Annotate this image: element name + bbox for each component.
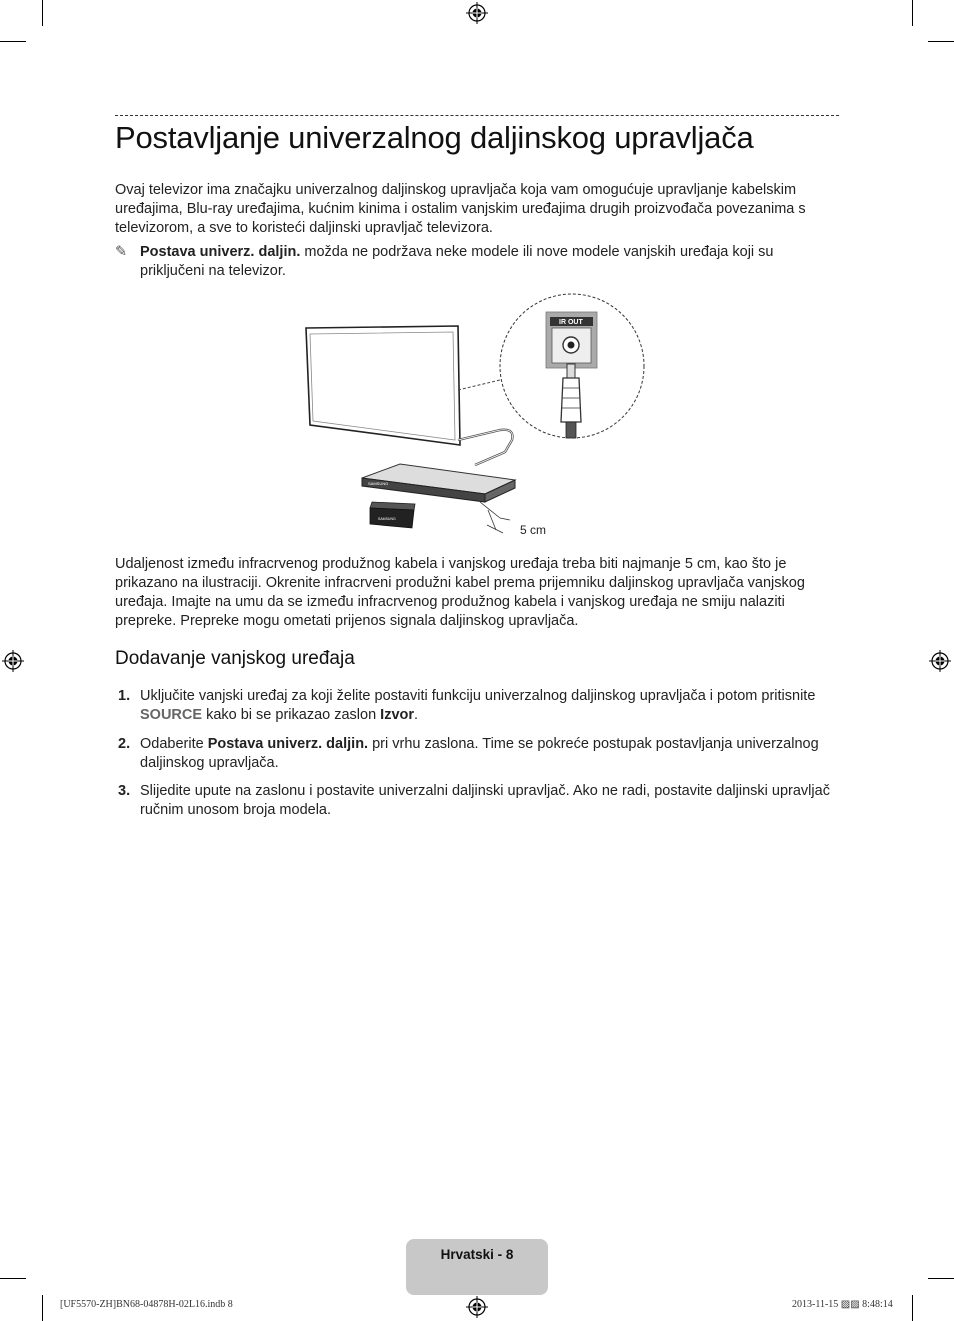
intro-paragraph: Ovaj televizor ima značajku univerzalnog daljinskog upravljača koja vam omogućuje upravljanje kabelskim uređajima, Blu-ray uređajima, kućnim kinima i ostalim vanjskim uređajima drugih proizvođača povezanima s televizorom, a sve to koristeći daljinski upravljač televizora.	[115, 182, 806, 236]
registration-mark-icon	[929, 650, 951, 672]
note-body: možda ne podržava neke modele ili nove modele vanjskih uređaja koji su priključeni na televizor.	[140, 244, 774, 279]
step-text-part: kako bi se prikazao zaslon	[202, 707, 381, 723]
step-text-part: .	[414, 707, 419, 723]
crop-mark	[42, 0, 43, 26]
registration-mark-icon	[2, 650, 24, 672]
registration-mark-icon	[466, 1296, 488, 1318]
step-text-part: Uključite vanjski uređaj za koji želite postaviti funkciju univerzalnog daljinskog upravljača i potom pritisnite	[140, 688, 816, 704]
step-number: 3.	[118, 783, 131, 799]
note-bold: Postava univerz. daljin.	[140, 244, 301, 260]
crop-mark	[928, 41, 954, 42]
source-key-label: SOURCE	[140, 707, 203, 723]
distance-indicator	[480, 502, 546, 537]
step-text	[140, 735, 840, 773]
title-divider	[115, 115, 839, 116]
file-info: [UF5570-ZH]BN68-04878H-02L16.indb 8	[60, 1299, 233, 1310]
tv-icon	[306, 326, 460, 445]
date-info: 2013-11-15 ▨▨ 8:48:14	[792, 1299, 893, 1310]
note-text	[140, 243, 840, 281]
distance-label: 5 cm	[520, 523, 547, 537]
crop-mark	[928, 1278, 954, 1279]
source-screen-label: Izvor	[380, 707, 415, 723]
crop-mark	[42, 1295, 43, 1321]
crop-mark	[0, 41, 26, 42]
page-number-label: Hrvatski - 8	[440, 1247, 514, 1262]
step-number: 1.	[118, 688, 131, 704]
step-text-part: Odaberite	[140, 736, 208, 752]
ir-out-zoom	[500, 294, 644, 438]
tv-ir-illustration	[300, 290, 660, 540]
crop-mark	[912, 0, 913, 26]
step-number: 2.	[118, 736, 131, 752]
svg-text:SAMSUNG: SAMSUNG	[378, 517, 396, 521]
section-subheading: Dodavanje vanjskog uređaja	[115, 648, 355, 669]
menu-item-label: Postava univerz. daljin.	[207, 736, 369, 752]
crop-mark	[0, 1278, 26, 1279]
set-top-box-icon	[362, 464, 515, 502]
step-text: Slijedite upute na zaslonu i postavite univerzalni daljinski upravljač. Ako ne radi, postavite daljinski upravljač ručnim unosom broja modela.	[140, 783, 830, 818]
registration-mark-icon	[466, 2, 488, 24]
ir-blaster-icon	[370, 502, 415, 528]
step-text-part: pri vrhu zaslona. Time se pokreće postupak postavljanja univerzalnog daljinskog upravljača.	[140, 736, 819, 771]
brand-label: SAMSUNG	[368, 481, 389, 486]
distance-paragraph: Udaljenost između infracrvenog produžnog kabela i vanjskog uređaja treba biti najmanje 5 cm, kao što je prikazano na ilustraciji. Okrenite infracrveni produžni kabel prema prijemniku daljinskog upravljača vanjskog uređaja. Imajte na umu da se između infracrvenog produžnog kabela i vanjskog uređaja ne smiju nalaziti prepreke. Prepreke mogu ometati prijenos signala daljinskog upravljača.	[115, 556, 805, 629]
page-title: Postavljanje univerzalnog daljinskog upravljača	[115, 120, 754, 155]
pencil-note-icon: ✎	[115, 244, 128, 260]
step-text	[140, 687, 840, 725]
port-label: IR OUT	[559, 319, 583, 326]
crop-mark	[912, 1295, 913, 1321]
